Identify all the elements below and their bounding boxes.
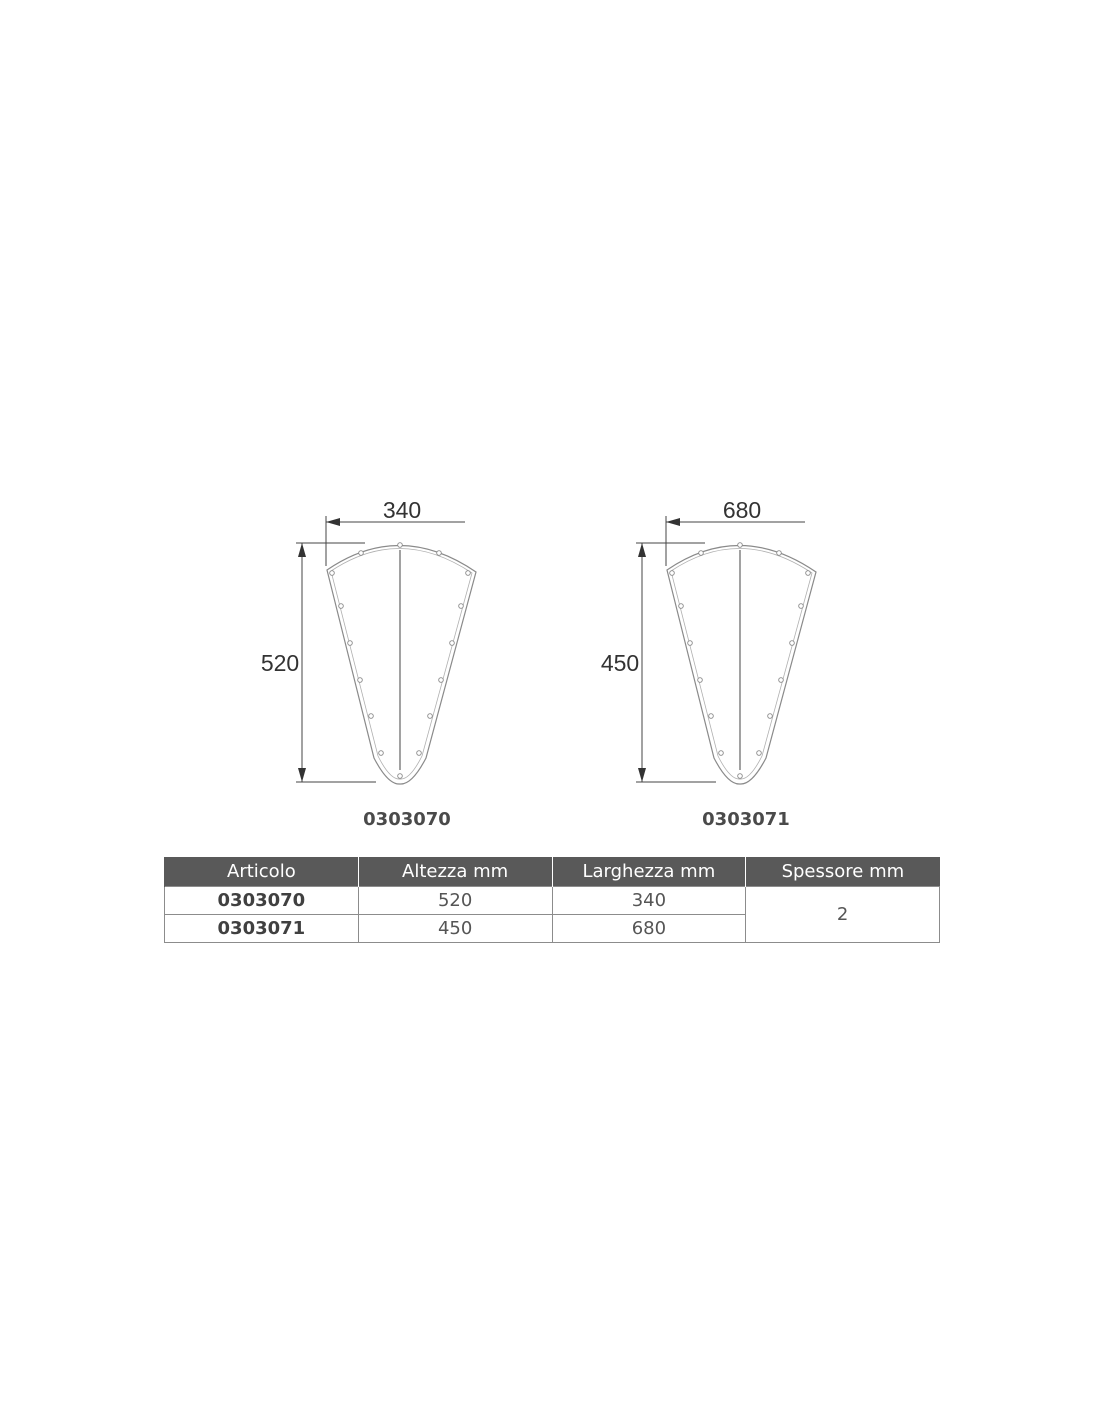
larghezza-cell: 340: [552, 887, 746, 915]
panel-outline: [636, 516, 816, 784]
articolo-cell: 0303070: [165, 887, 359, 915]
altezza-cell: 450: [358, 915, 552, 943]
part-code-label: 0303070: [363, 809, 451, 830]
header-spessore: Spessore mm: [746, 857, 940, 887]
table-row: [165, 887, 940, 915]
drawing-0303071: [601, 497, 816, 830]
spec-table: [164, 857, 940, 943]
drawing-0303070: [261, 497, 476, 830]
header-articolo: Articolo: [165, 857, 359, 887]
altezza-cell: 520: [358, 887, 552, 915]
larghezza-cell: 680: [552, 915, 746, 943]
articolo-cell: 0303071: [165, 915, 359, 943]
table-header-row: [165, 857, 940, 887]
width-dimension-label: 340: [382, 497, 422, 523]
spessore-cell: 2: [746, 887, 940, 943]
height-dimension-label: 450: [600, 650, 640, 676]
width-dimension-label: 680: [722, 497, 762, 523]
part-code-label: 0303071: [702, 809, 790, 830]
header-altezza: Altezza mm: [358, 857, 552, 887]
height-dimension-label: 520: [260, 650, 300, 676]
panel-outline: [296, 516, 476, 784]
header-larghezza: Larghezza mm: [552, 857, 746, 887]
